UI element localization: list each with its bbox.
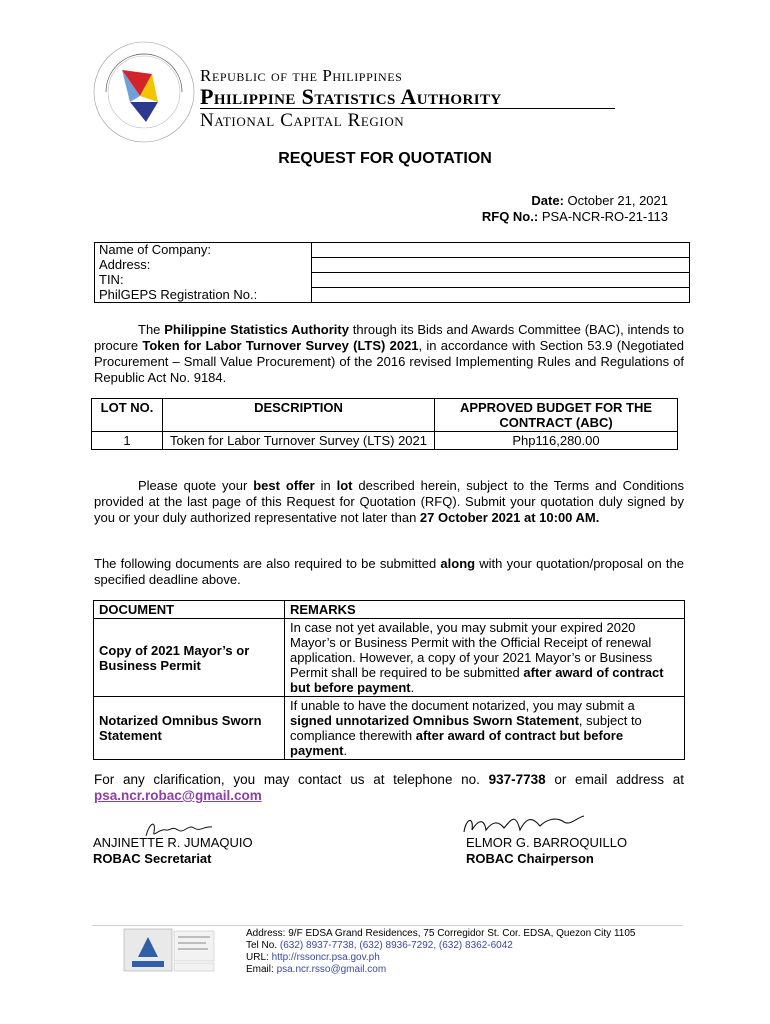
region-name: National Capital Region: [200, 110, 405, 131]
tuv-certification-badge-icon: [120, 925, 220, 975]
lot-table: [91, 398, 678, 450]
description-header: DESCRIPTION: [163, 399, 435, 432]
documents-table: [93, 600, 685, 760]
intro-paragraph: The Philippine Statistics Authority through its Bids and Awards Committee (BAC), intends to procure Token for Labor Turnover Survey (LTS) 2021, in accordance with Section 53.9 (Negotiated Procurement – Small Value Procurement) of the 2016 revised Implementing Rules and Regulations of Republic Act No. 9184.: [94, 322, 685, 385]
tin-label: TIN:: [95, 273, 312, 288]
document-cell: Copy of 2021 Mayor’s or Business Permit: [94, 619, 285, 697]
description-cell: Token for Labor Turnover Survey (LTS) 2021: [163, 432, 435, 450]
footer-tel: Tel No. (632) 8937-7738, (632) 8936-7292, (632) 8362-6042: [246, 940, 513, 951]
date-value: October 21, 2021: [567, 193, 668, 208]
rfq-line: [482, 209, 668, 224]
document-title: REQUEST FOR QUOTATION: [278, 150, 492, 167]
remarks-header: REMARKS: [285, 601, 685, 619]
footer-email-link[interactable]: psa.ncr.rsso@gmail.com: [276, 964, 387, 975]
contact-email-link[interactable]: psa.ncr.robac@gmail.com: [94, 788, 262, 803]
header-divider: [200, 108, 615, 109]
company-info-table: [94, 242, 690, 303]
agency-name: Philippine Statistics Authority: [200, 84, 502, 109]
contact-phone: 937-7738: [488, 772, 546, 787]
table-row: [94, 697, 685, 760]
document-cell: Notarized Omnibus Sworn Statement: [94, 697, 285, 760]
remarks-cell: If unable to have the document notarized, you may submit a signed unnotarized Omnibus Sworn Statement, subject to compliance therewith after award of contract but before payment.: [285, 697, 685, 760]
date-label: Date:: [531, 193, 564, 208]
footer-url-link[interactable]: http://rssoncr.psa.gov.ph: [271, 952, 380, 963]
signatory-role-secretariat: ROBAC Secretariat: [93, 851, 212, 866]
signatory-name-secretariat: ANJINETTE R. JUMAQUIO: [93, 835, 253, 850]
republic-label: Republic of the Philippines: [200, 66, 403, 85]
table-row: [92, 432, 678, 450]
lot-no-header: LOT NO.: [92, 399, 163, 432]
abc-header: APPROVED BUDGET FOR THE CONTRACT (ABC): [435, 399, 678, 432]
lot-table-header: [92, 399, 678, 432]
remarks-cell: In case not yet available, you may submit your expired 2020 Mayor’s or Business Permit with the Official Receipt of renewal application. However, a copy of your 2021 Mayor’s or Business Permit shall be required to be submitted after award of contract but before payment.: [285, 619, 685, 697]
table-row: [94, 619, 685, 697]
company-name-label: Name of Company:: [95, 243, 312, 258]
philgeps-label: PhilGEPS Registration No.:: [95, 288, 312, 303]
tin-field[interactable]: [312, 273, 690, 288]
psa-logo: [92, 40, 196, 144]
philgeps-field[interactable]: [312, 288, 690, 303]
documents-table-header: [94, 601, 685, 619]
document-header: DOCUMENT: [94, 601, 285, 619]
address-label: Address:: [95, 258, 312, 273]
date-line: [531, 193, 668, 208]
signatory-name-chairperson: ELMOR G. BARROQUILLO: [466, 835, 628, 850]
lot-no-cell: 1: [92, 432, 163, 450]
quote-paragraph: Please quote your best offer in lot described herein, subject to the Terms and Conditions provided at the last page of this Request for Quotation (RFQ). Submit your quotation duly signed by you or your duly authorized representative not later than 27 October 2021 at 10:00 AM.: [94, 478, 685, 525]
address-field[interactable]: [312, 258, 690, 273]
contact-paragraph: For any clarification, you may contact us at telephone no. 937-7738 or email address at psa.ncr.robac@gmail.com: [94, 772, 684, 803]
footer-url: URL: http://rssoncr.psa.gov.ph: [246, 952, 380, 963]
rfq-label: RFQ No.:: [481, 209, 539, 224]
documents-paragraph: The following documents are also required to be submitted along with your quotation/proposal on the specified deadline above.: [94, 556, 684, 587]
signatory-role-chairperson: ROBAC Chairperson: [466, 851, 594, 866]
abc-cell: Php116,280.00: [435, 432, 678, 450]
company-name-field[interactable]: [312, 243, 690, 258]
footer-address: Address: 9/F EDSA Grand Residences, 75 Corregidor St. Cor. EDSA, Quezon City 1105: [246, 928, 636, 939]
rfq-value: PSA-NCR-RO-21-113: [541, 209, 668, 224]
footer-email: Email: psa.ncr.rsso@gmail.com: [246, 964, 387, 975]
